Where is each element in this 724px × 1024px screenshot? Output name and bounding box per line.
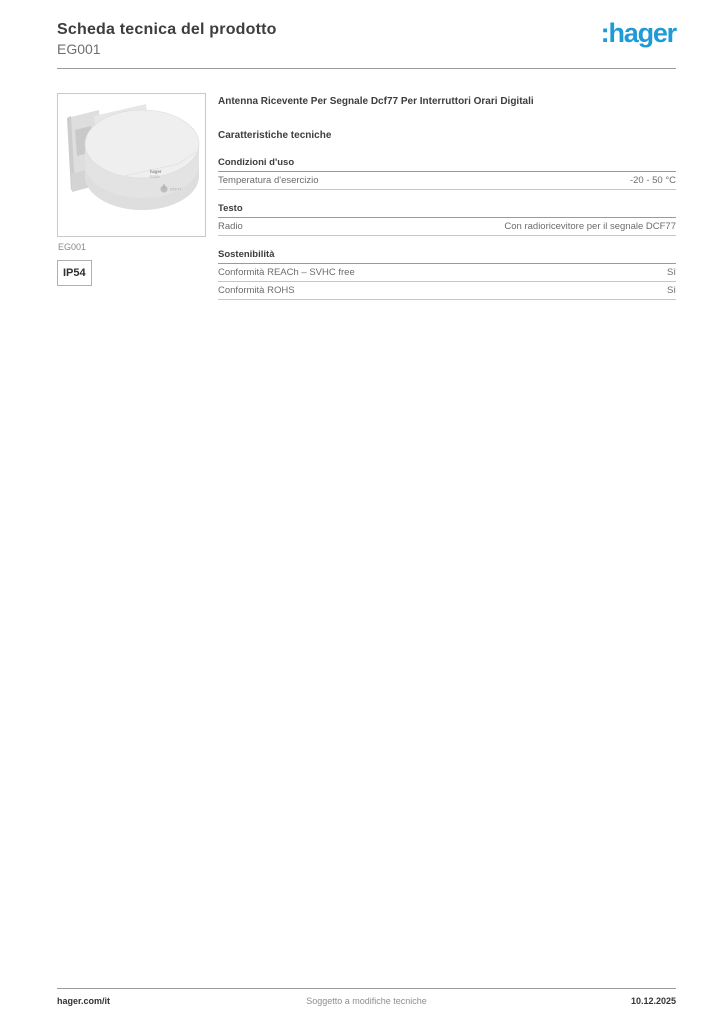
spec-value: Sì: [667, 285, 676, 296]
spec-value: -20 - 50 °C: [629, 175, 676, 186]
spec-row: [218, 282, 676, 300]
product-image-caption: EG001: [58, 242, 87, 252]
product-title: Antenna Ricevente Per Segnale Dcf77 Per Interruttori Orari Digitali: [218, 96, 534, 107]
spec-value: Con radioricevitore per il segnale DCF77: [504, 221, 676, 232]
spec-section-condizioni-duso: [218, 157, 676, 190]
spec-label: Conformità ROHS: [218, 285, 295, 296]
footer-divider: [57, 988, 676, 989]
product-image-frame: [57, 93, 206, 237]
spec-row: [218, 264, 676, 282]
specs-column: [218, 96, 676, 300]
spec-section-title: Sostenibilità: [218, 249, 676, 264]
spec-label: Radio: [218, 221, 243, 232]
spec-section-sostenibilita: [218, 249, 676, 300]
device-brand-marking: hager: [150, 169, 162, 174]
footer-note: Soggetto a modifiche tecniche: [306, 996, 427, 1006]
footer: [57, 996, 676, 1006]
footer-date: 10.12.2025: [630, 996, 676, 1006]
hager-logo: :hager: [600, 18, 676, 48]
device-model-marking: EG001: [150, 175, 160, 179]
header-product-code: EG001: [57, 41, 101, 57]
spec-row: [218, 218, 676, 236]
spec-section-title: Condizioni d'uso: [218, 157, 676, 172]
footer-website: hager.com/it: [57, 996, 111, 1006]
spec-label: Conformità REACh – SVHC free: [218, 267, 355, 278]
header-divider: [57, 68, 676, 69]
spec-section-testo: [218, 203, 676, 236]
specs-heading: Caratteristiche tecniche: [218, 130, 332, 141]
device-signal-marking: DCF77: [170, 187, 182, 192]
spec-section-title: Testo: [218, 203, 676, 218]
spec-row: [218, 172, 676, 190]
ip-rating-badge: IP54: [57, 260, 92, 286]
spec-value: Sì: [667, 267, 676, 278]
spec-label: Temperatura d'esercizio: [218, 175, 319, 186]
product-image: [58, 94, 205, 236]
page-title: Scheda tecnica del prodotto: [57, 21, 277, 38]
